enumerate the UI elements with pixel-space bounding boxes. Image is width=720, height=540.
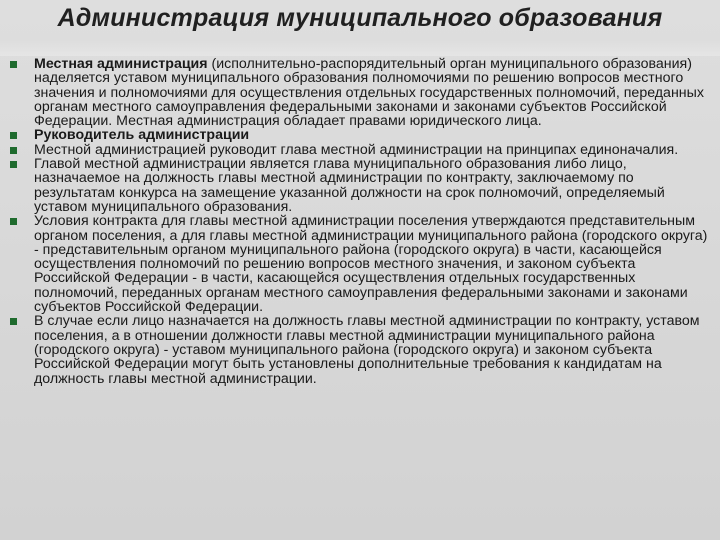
list-item <box>10 57 715 128</box>
list-item <box>10 214 715 314</box>
item-text: Местной администрацией руководит глава местной администрации на принципах единоначалия. <box>34 141 679 158</box>
item-text: Главой местной администрации является глава муниципального образования либо лицо, назначаемое на должность главы местной администрации по контракту, заключаемому по результатам конкурса на замещение указанной должности на срок полномочий, определяемый уставом муниципального образования. <box>34 156 665 215</box>
slide-title: Администрация муниципального образования <box>57 4 663 32</box>
square-bullet-icon <box>10 147 17 154</box>
bullet-list <box>10 57 715 386</box>
item-lead: Местная администрация <box>34 56 208 72</box>
square-bullet-icon <box>10 318 17 325</box>
list-item <box>10 314 715 385</box>
square-bullet-icon <box>10 61 17 68</box>
item-text: (исполнительно-распорядительный орган муниципального образования) наделяется уставом муниципального образования полномочиями по решению вопросов местного значения и полномочиями для осуществления отдельных государственных полномочий, переданных органам местного самоуправления федеральными законами и законами субъектов Российской Федерации. Местная администрация обладает правами юридического лица. <box>34 56 704 130</box>
item-lead: Руководитель администрации <box>34 127 250 144</box>
title-divider <box>0 40 720 56</box>
list-item <box>10 143 715 157</box>
square-bullet-icon <box>10 132 17 139</box>
list-item <box>10 157 715 214</box>
item-text: В случае если лицо назначается на должность главы местной администрации по контракту, уставом поселения, а в отношении должности главы местной администрации муниципального района (городского округа) - уставом муниципального района (городского округа) и законом субъекта Российской Федерации могут быть установлены дополнительные требования к кандидатам на должность главы местной администрации. <box>34 313 700 387</box>
item-text: Условия контракта для главы местной администрации поселения утверждаются представительным органом поселения, а для главы местной администрации муниципального района (городского округа) - представительным органом муниципального района (городского округа) в части, касающейся осуществления полномочий по решению вопросов местного значения, и законом субъекта Российской Федерации - в части, касающейся осуществления отдельных государственных полномочий, переданных органам местного самоуправления федеральными законами и законами субъектов Российской Федерации. <box>34 213 708 316</box>
list-item <box>10 128 715 142</box>
square-bullet-icon <box>10 218 17 225</box>
square-bullet-icon <box>10 161 17 168</box>
